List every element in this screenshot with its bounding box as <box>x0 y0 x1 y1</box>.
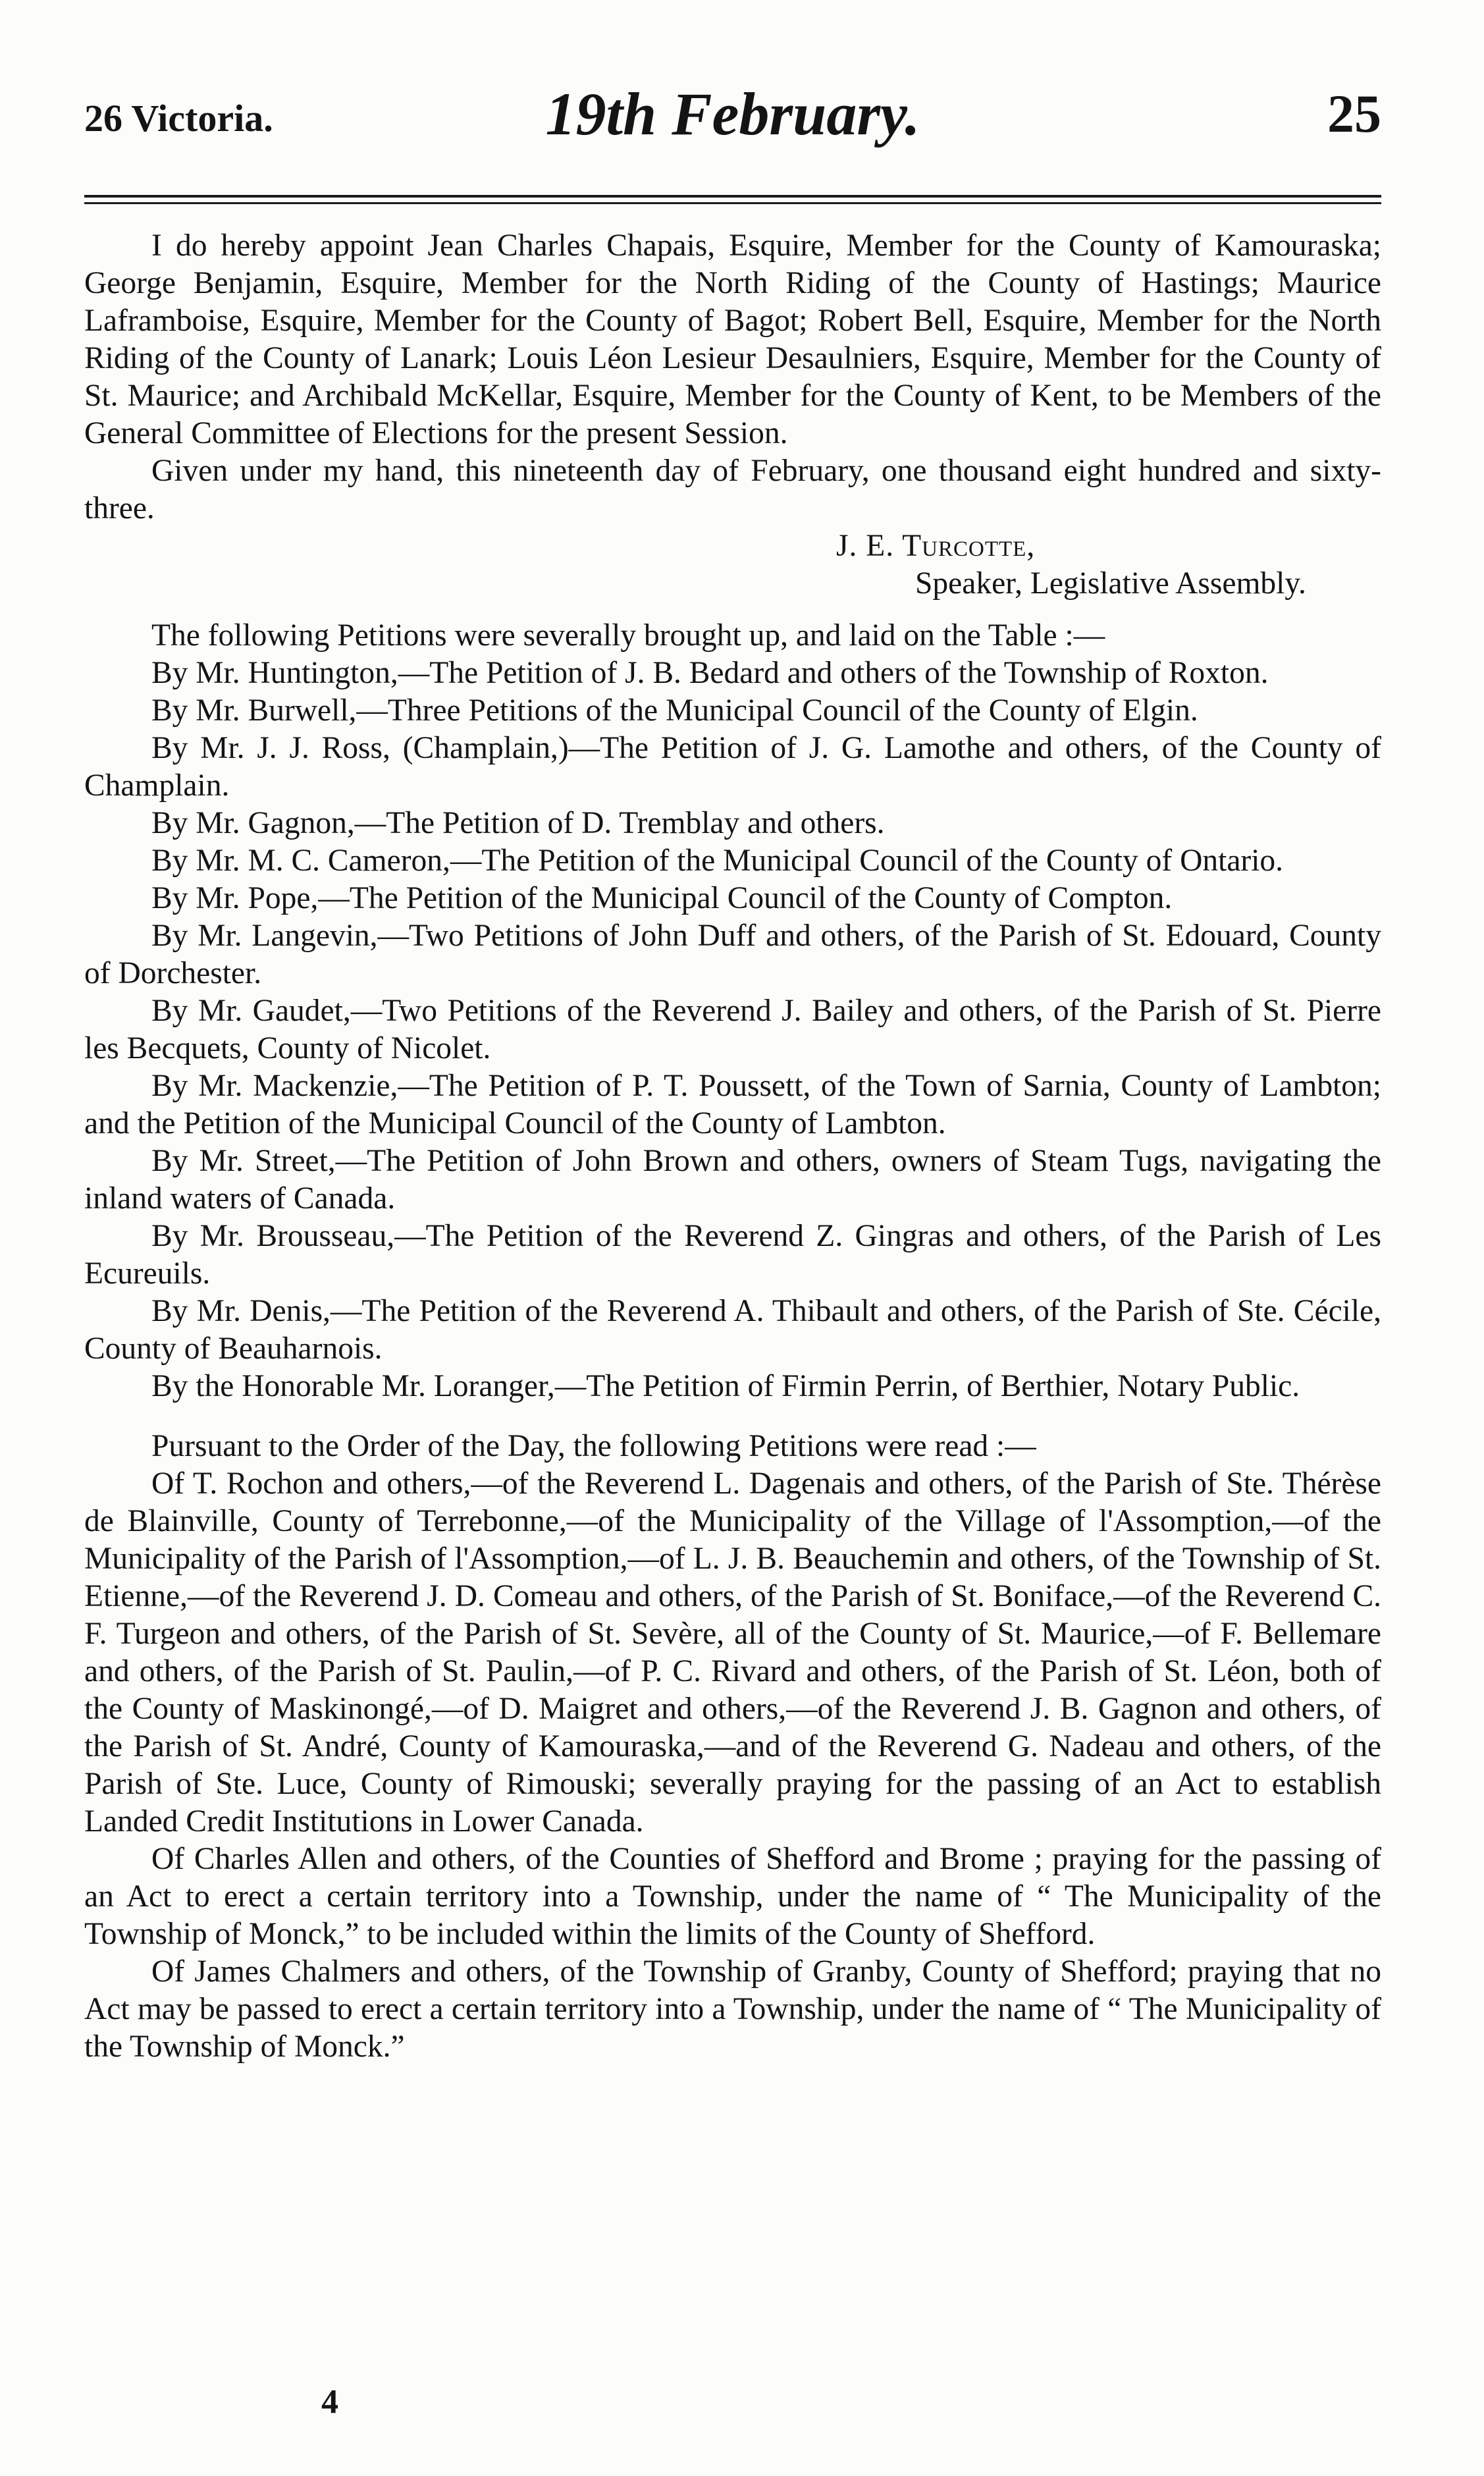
speaker-title: Speaker, Legislative Assembly. <box>915 566 1306 601</box>
petition-item: By Mr. Brousseau,—The Petition of the Reverend Z. Gingras and others, of the Parish of Les Ecureuils. <box>84 1219 1381 1291</box>
appointment-paragraph: I do hereby appoint Jean Charles Chapais, Esquire, Member for the County of Kamouraska; George Benjamin, Esquire, Member for the North Riding of the County of Hastings; Maurice Laframboise, Esquire, Member for the County of Bagot; Robert Bell, Esquire, Member for the North Riding of the County of Lanark; Louis Léon Lesieur Desaulniers, Esquire, Member for the County of St. Maurice; and Archibald McKellar, Esquire, Member for the County of Kent, to be Members of the General Committee of Elections for the present Session. <box>84 229 1381 450</box>
petition-item: By Mr. Gagnon,—The Petition of D. Tremblay and others. <box>151 806 885 840</box>
petition-item: By Mr. M. C. Cameron,—The Petition of the Municipal Council of the County of Ontario. <box>151 844 1284 878</box>
petition-item: By Mr. Burwell,—Three Petitions of the Municipal Council of the County of Elgin. <box>151 693 1198 728</box>
header-date: 19th February. <box>545 80 920 148</box>
petitions-intro: The following Petitions were severally brought up, and laid on the Table :— <box>151 618 1105 653</box>
petition-item: By Mr. Street,—The Petition of John Brown and others, owners of Steam Tugs, navigating the inland waters of Canada. <box>84 1144 1381 1216</box>
petition-item: By Mr. Huntington,—The Petition of J. B. Bedard and others of the Township of Roxton. <box>151 656 1269 690</box>
petitions-read-intro: Pursuant to the Order of the Day, the following Petitions were read :— <box>151 1429 1036 1463</box>
petition-item: By Mr. Langevin,—Two Petitions of John Duff and others, of the Parish of St. Edouard, County of Dorchester. <box>84 919 1381 990</box>
speaker-name: J. E. Turcotte, <box>836 529 1036 563</box>
petition-item: By Mr. Denis,—The Petition of the Reverend A. Thibault and others, of the Parish of Ste. Cécile, County of Beauharnois. <box>84 1294 1381 1366</box>
signature-block <box>84 527 1381 603</box>
petitions-read-paragraph: Of T. Rochon and others,—of the Reverend L. Dagenais and others, of the Parish of Ste. Thérèse de Blainville, County of Terrebonne,—of the Municipality of the Village of l'Assomption,—of the Municipality of the Parish of l'Assomption,—of L. J. B. Beauchemin and others, of the Township of St. Etienne,—of the Reverend J. D. Comeau and others, of the Parish of St. Boniface,—of the Reverend C. F. Turgeon and others, of the Parish of St. Sevère, all of the County of St. Maurice,—of F. Bellemare and others, of the Parish of St. Paulin,—of P. C. Rivard and others, of the Parish of St. Léon, both of the County of Maskinongé,—of D. Maigret and others,—of the Reverend J. B. Gagnon and others, of the Parish of St. André, County of Kamouraska,—and of the Reverend G. Nadeau and others, of the Parish of Ste. Luce, County of Rimouski; severally praying for the passing of an Act to establish Landed Credit Institutions in Lower Canada. <box>84 1467 1381 1839</box>
petitions-read-paragraph: Of James Chalmers and others, of the Township of Granby, County of Shefford; praying that no Act may be passed to erect a certain territory into a Township, under the name of “ The Municipality of the Township of Monck.” <box>84 1954 1381 2064</box>
petition-item: By Mr. Gaudet,—Two Petitions of the Reverend J. Bailey and others, of the Parish of St. Pierre les Becquets, County of Nicolet. <box>84 994 1381 1065</box>
petition-item: By Mr. Pope,—The Petition of the Municipal Council of the County of Compton. <box>151 881 1173 915</box>
header-rule-bottom <box>84 202 1381 204</box>
petition-item: By Mr. J. J. Ross, (Champlain,)—The Petition of J. G. Lamothe and others, of the County of Champlain. <box>84 731 1381 803</box>
header-rule-top <box>84 195 1381 198</box>
header-session: 26 Victoria. <box>84 97 273 140</box>
signature-mark: 4 <box>321 2383 338 2421</box>
given-under-hand: Given under my hand, this nineteenth day of February, one thousand eight hundred and sixty-three. <box>84 454 1381 525</box>
page-number: 25 <box>1327 84 1381 144</box>
petitions-read-paragraph: Of Charles Allen and others, of the Counties of Shefford and Brome ; praying for the passing of an Act to erect a certain territory into a Township, under the name of “ The Municipality of the Township of Monck,” to be included within the limits of the County of Shefford. <box>84 1842 1381 1951</box>
petition-item: By Mr. Mackenzie,—The Petition of P. T. Poussett, of the Town of Sarnia, County of Lambton; and the Petition of the Municipal Council of the County of Lambton. <box>84 1069 1381 1141</box>
page-header <box>84 79 1381 151</box>
journal-body <box>84 227 1381 2066</box>
petition-item: By the Honorable Mr. Loranger,—The Petition of Firmin Perrin, of Berthier, Notary Public. <box>151 1369 1300 1403</box>
